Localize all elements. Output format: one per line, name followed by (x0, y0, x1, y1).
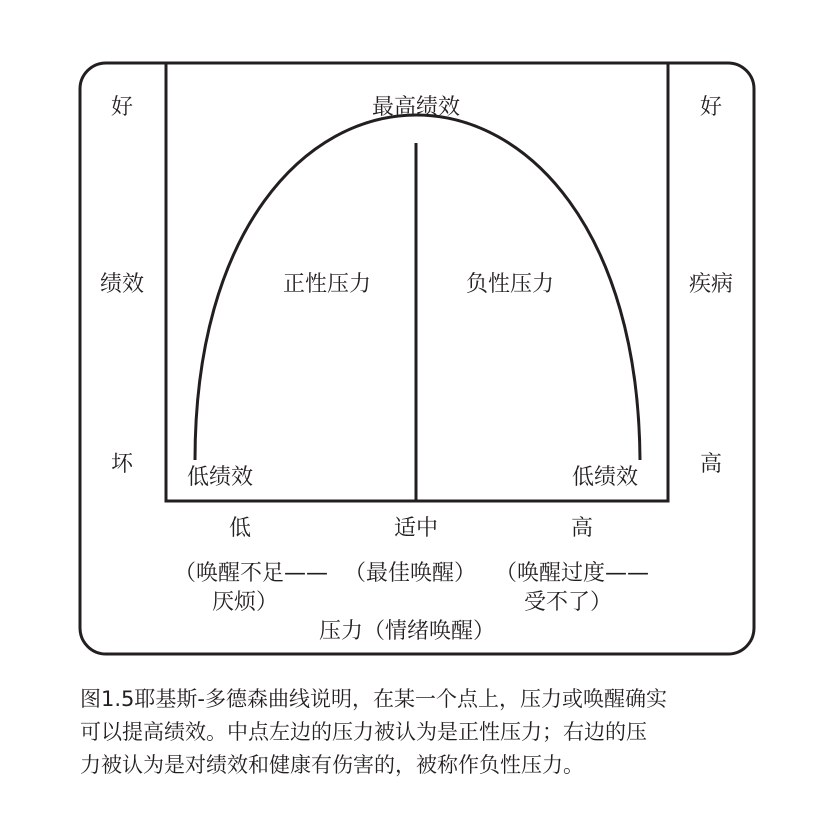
x-tick-mid: 适中 (393, 516, 439, 541)
left-axis-top: 好 (110, 95, 134, 120)
region-right-label: 负性压力 (465, 272, 555, 297)
caption-line-2: 可以提高绩效。中点左边的压力被认为是正性压力；右边的压 (80, 720, 647, 744)
x-note-low-line2: 厌烦） (211, 590, 279, 615)
caption-line-1: 图1.5耶基斯-多德森曲线说明，在某一个点上，压力或唤醒确实 (80, 687, 667, 711)
x-note-mid: （最佳唤醒） (343, 561, 477, 586)
right-axis-bottom: 高 (699, 452, 723, 477)
x-note-low-line1: （唤醒不足—— (173, 561, 329, 586)
caption-line-3: 力被认为是对绩效和健康有伤害的，被称作负性压力。 (80, 753, 584, 777)
right-axis-middle: 疾病 (688, 272, 734, 297)
x-axis-title: 压力（情绪唤醒） (318, 619, 496, 644)
figure-caption (80, 683, 760, 782)
top-label: 最高绩效 (371, 95, 461, 120)
right-axis-top: 好 (699, 95, 723, 120)
corner-label-right: 低绩效 (572, 465, 639, 490)
corner-label-left: 低绩效 (187, 465, 254, 490)
x-note-high-line1: （唤醒过度—— (494, 561, 650, 586)
x-note-high-line2: 受不了） (523, 590, 613, 615)
x-tick-high: 高 (570, 516, 594, 541)
left-axis-bottom: 坏 (110, 452, 134, 477)
region-left-label: 正性压力 (282, 272, 372, 297)
left-axis-middle: 绩效 (99, 272, 145, 297)
x-tick-low: 低 (228, 516, 252, 541)
